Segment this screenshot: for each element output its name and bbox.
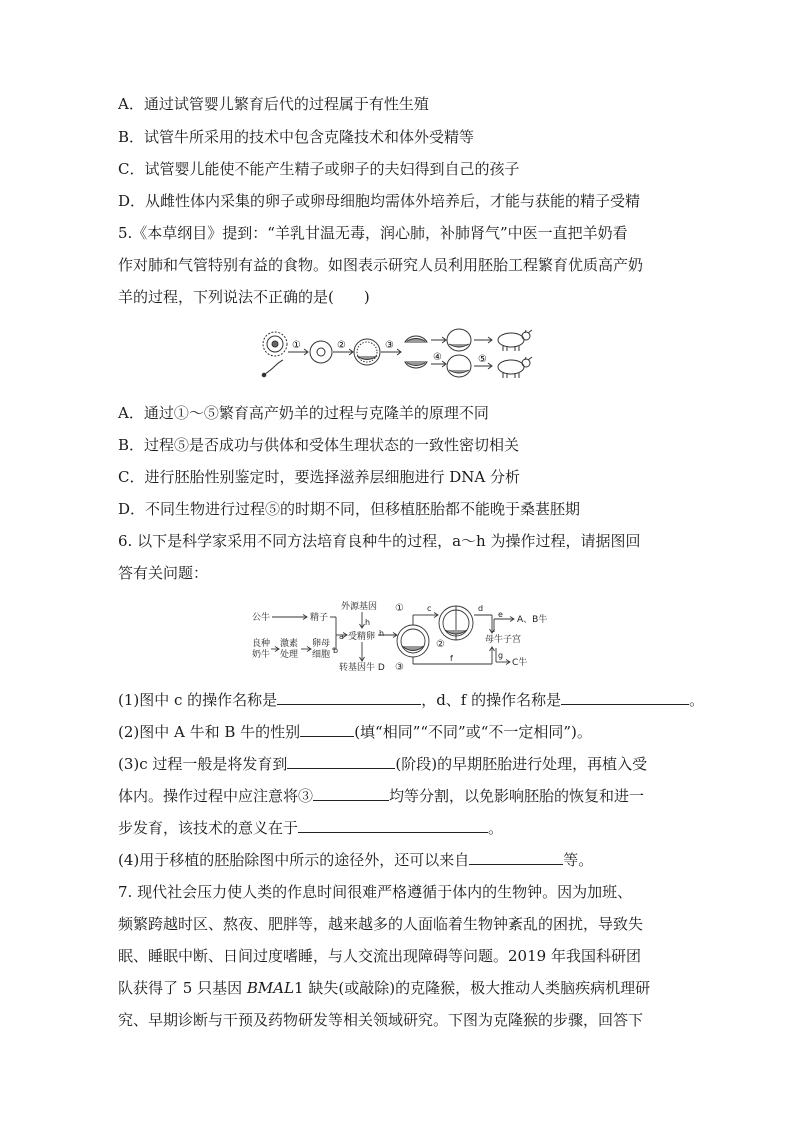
q6-step-h-lower: h — [379, 629, 385, 638]
q6-circled-3: ③ — [395, 662, 404, 673]
q6-subq2-prefix: (2)图中 A 牛和 B 牛的性别 — [118, 723, 301, 741]
q6-c-cattle-label: C牛 — [512, 658, 528, 668]
q6-subq2-end: (填“相同”“不同”或“不一定相同”)。 — [354, 723, 592, 741]
q6-subq2 — [118, 722, 592, 742]
q6-oocyte-label-2: 细胞 — [312, 650, 331, 660]
q6-subq4-blank[interactable] — [469, 850, 563, 865]
q7-stem-line3: 眠、睡眠中断、日间过度嗜睡，与人交流出现障碍等问题。2019 年我国科研团 — [118, 947, 641, 965]
q4-option-a: A．通过试管婴儿繁育后代的过程属于有性生殖 — [118, 95, 429, 113]
q6-step-d: d — [478, 604, 484, 613]
q6-circled-2: ② — [436, 639, 445, 650]
q5-option-d: D．不同生物进行过程⑤的时期不同，但移植胚胎都不能晚于桑葚胚期 — [118, 500, 581, 518]
q4-option-b: B．试管牛所采用的技术中包含克隆技术和体外受精等 — [118, 128, 475, 146]
q4-option-d: D．从雌性体内采集的卵子或卵母细胞均需体外培养后，才能与获能的精子受精 — [118, 192, 641, 210]
q6-subq1-blank1[interactable] — [277, 690, 421, 705]
q4-option-c: C．试管婴儿能使不能产生精子或卵子的夫妇得到自己的孩子 — [118, 160, 520, 178]
q6-subq3-line3 — [118, 818, 503, 838]
q6-subq1-mid: ，d、f 的操作名称是 — [421, 691, 562, 709]
q6-subq1-blank2[interactable] — [561, 690, 689, 705]
q6-subq1-prefix: (1)图中 c 的操作名称是 — [118, 691, 278, 709]
q7-gene-name: BMAL — [246, 979, 295, 997]
q6-subq3-blank2[interactable] — [313, 786, 389, 801]
q6-subq3-prefix: (3)c 过程一般是将发育到 — [118, 755, 288, 773]
q5-step-label-4: ④ — [433, 352, 442, 363]
q6-subq3-line2 — [118, 786, 644, 806]
q6-step-c: c — [427, 604, 432, 613]
q6-subq1-end: 。 — [689, 691, 705, 709]
q6-transgenic-cattle-label: 转基因牛 D — [339, 663, 385, 673]
q6-step-e: e — [498, 610, 503, 619]
q6-circled-1: ① — [395, 603, 404, 614]
q6-subq3-end: (阶段)的早期胚胎进行处理，再植入受 — [395, 755, 648, 773]
q6-subq4 — [118, 850, 593, 870]
q6-subq4-end: 等。 — [563, 851, 594, 869]
q5-step-label-3: ③ — [385, 340, 394, 351]
q6-subq3-blank1[interactable] — [287, 754, 395, 769]
q6-step-a: a — [339, 632, 344, 641]
q7-stem-line1: 7. 现代社会压力使人类的作息时间很难严格遵循于体内的生物钟。因为加班、 — [118, 883, 633, 901]
q5-option-b: B．过程⑤是否成功与供体和受体生理状态的一致性密切相关 — [118, 436, 520, 454]
q6-step-h-upper: h — [365, 618, 371, 627]
q6-stem-line2: 答有关问题： — [118, 564, 209, 582]
q6-oocyte-label-1: 卵母 — [312, 639, 331, 649]
q6-step-g: g — [498, 651, 504, 660]
q6-step-f: f — [450, 654, 453, 663]
q6-subq2-blank[interactable] — [300, 722, 354, 737]
q6-step-b: b — [333, 646, 339, 655]
q6-subq3-line1 — [118, 754, 647, 774]
q6-foreign-gene-label: 外源基因 — [341, 602, 378, 612]
q5-step-label-1: ① — [292, 340, 301, 351]
q6-fertilized-egg-label: 受精卵 — [348, 632, 376, 642]
q5-option-c: C．进行胚胎性别鉴定时，要选择滋养层细胞进行 DNA 分析 — [118, 468, 520, 486]
q6-subq3-l2-prefix: 体内。操作过程中应注意将③ — [118, 787, 314, 805]
q6-subq4-prefix: (4)用于移植的胚胎除图中所示的途径外，还可以来自 — [118, 851, 470, 869]
q5-stem-line3: 羊的过程，下列说法不正确的是( ) — [118, 288, 370, 306]
q5-stem-line2: 作对肺和气管特别有益的食物。如图表示研究人员利用胚胎工程繁育优质高产奶 — [118, 256, 644, 274]
q6-cow-label-2: 奶牛 — [252, 650, 271, 660]
q6-bull-label: 公牛 — [252, 613, 271, 623]
q5-step-label-5: ⑤ — [478, 354, 487, 365]
q7-stem-line4 — [118, 978, 650, 998]
q6-subq1 — [118, 690, 704, 710]
q6-subq3-l3-prefix: 步发育，该技术的意义在于 — [118, 819, 299, 837]
q5-option-a: A．通过①～⑤繁育高产奶羊的过程与克隆羊的原理不同 — [118, 404, 489, 422]
q5-step-label-2: ② — [337, 340, 346, 351]
q6-hormone-label-2: 处理 — [280, 650, 299, 660]
q7-line4-suffix: 1 缺失(或敲除)的克隆猴，极大推动人类脑疾病机理研 — [294, 979, 651, 997]
q6-flowchart-figure — [250, 598, 555, 674]
q6-stem-line1: 6. 以下是科学家采用不同方法培育良种牛的过程，a～h 为操作过程，请据图回 — [118, 532, 641, 550]
q7-stem-line2: 频繁跨越时区、熬夜、肥胖等，越来越多的人面临着生物钟紊乱的困扰，导致失 — [118, 915, 644, 933]
q6-uterus-label: 母牛子宫 — [485, 635, 522, 645]
q7-stem-line5: 究、早期诊断与干预及药物研发等相关领域研究。下图为克隆猴的步骤，回答下 — [118, 1011, 644, 1029]
q5-stem-line1: 5.《本草纲目》提到：“羊乳甘温无毒，润心肺，补肺肾气”中医一直把羊奶看 — [118, 224, 628, 242]
q5-embryo-figure — [255, 322, 545, 386]
q6-subq3-l3-end: 。 — [488, 819, 504, 837]
q6-cow-label-1: 良种 — [252, 639, 271, 649]
q6-subq3-l2-end: 均等分割，以免影响胚胎的恢复和进一 — [389, 787, 645, 805]
q6-ab-cattle-label: A、B牛 — [517, 615, 548, 625]
q6-hormone-label-1: 激素 — [280, 639, 299, 649]
q6-sperm-label: 精子 — [310, 613, 329, 623]
q6-subq3-blank3[interactable] — [298, 818, 488, 833]
q7-line4-prefix: 队获得了 5 只基因 — [118, 979, 247, 997]
